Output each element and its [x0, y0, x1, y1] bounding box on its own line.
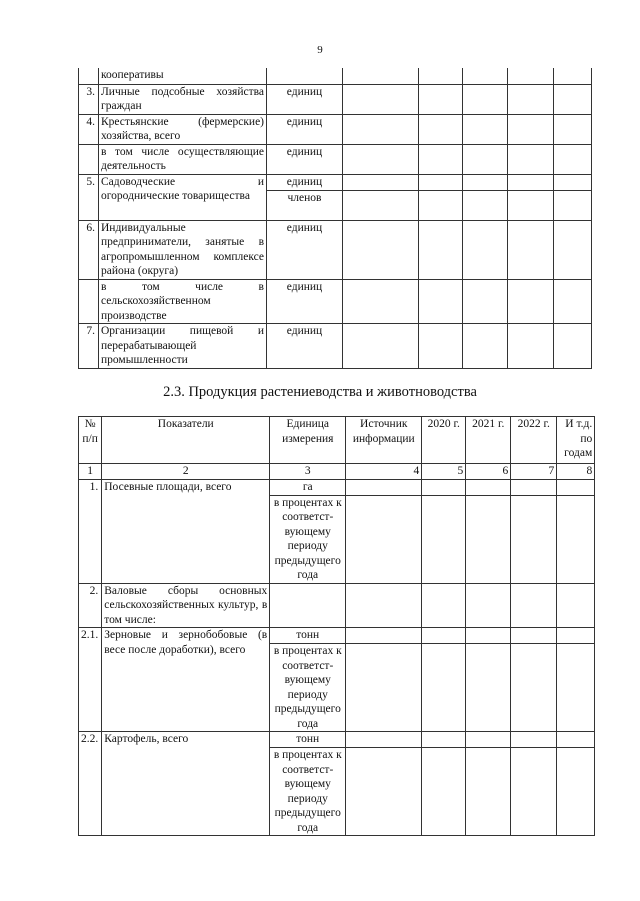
table-row: 1. Посевные площади, всего га — [79, 479, 595, 495]
header-indicator: Показатели — [102, 417, 270, 464]
header-num: № п/п — [79, 417, 102, 464]
table-row: в том числе в сельскохозяйственном производстве единиц — [79, 279, 592, 324]
header-2022: 2022 г. — [511, 417, 557, 464]
table-row: 5. Садоводческие и огороднические товарищества единиц — [79, 174, 592, 190]
table-row: 3. Личные подсобные хозяйства граждан единиц — [79, 84, 592, 114]
table-row: в процентах к соответст-вующему периоду предыдущего года — [79, 748, 595, 836]
table-row: 6. Индивидуальные предприниматели, занятые в агропромышленном комплексе района (округа) единиц — [79, 220, 592, 279]
header-source: Источник информации — [346, 417, 422, 464]
table-row: 2.1. Зерновые и зернобобовые (в весе после доработки), всего тонн — [79, 628, 595, 644]
header-etc: И т.д. по годам — [557, 417, 595, 464]
header-2021: 2021 г. — [466, 417, 511, 464]
table-row: членов — [79, 190, 592, 220]
header-row — [79, 417, 595, 464]
organizations-table — [78, 68, 592, 369]
table-row: 2.2. Картофель, всего тонн — [79, 732, 595, 748]
table-row: в том числе осуществляющие деятельность единиц — [79, 144, 592, 174]
page-number: 9 — [317, 44, 323, 56]
table-row: 4. Крестьянские (фермерские) хозяйства, всего единиц — [79, 114, 592, 144]
table-row: в процентах к соответст-вующему периоду предыдущего года — [79, 495, 595, 583]
index-row: 1 2 3 4 5 6 7 8 — [79, 464, 595, 480]
production-table — [78, 416, 595, 836]
table-row: в процентах к соответст-вующему периоду предыдущего года — [79, 644, 595, 732]
table-row: 7. Организации пищевой и перерабатывающей промышленности единиц — [79, 324, 592, 369]
table-row: 2. Валовые сборы основных сельскохозяйственных культур, в том числе: — [79, 583, 595, 628]
section-title: 2.3. Продукция растениеводства и животноводства — [163, 384, 477, 400]
header-unit: Единица измерения — [270, 417, 346, 464]
header-2020: 2020 г. — [422, 417, 466, 464]
table-row: кооперативы — [79, 68, 592, 84]
